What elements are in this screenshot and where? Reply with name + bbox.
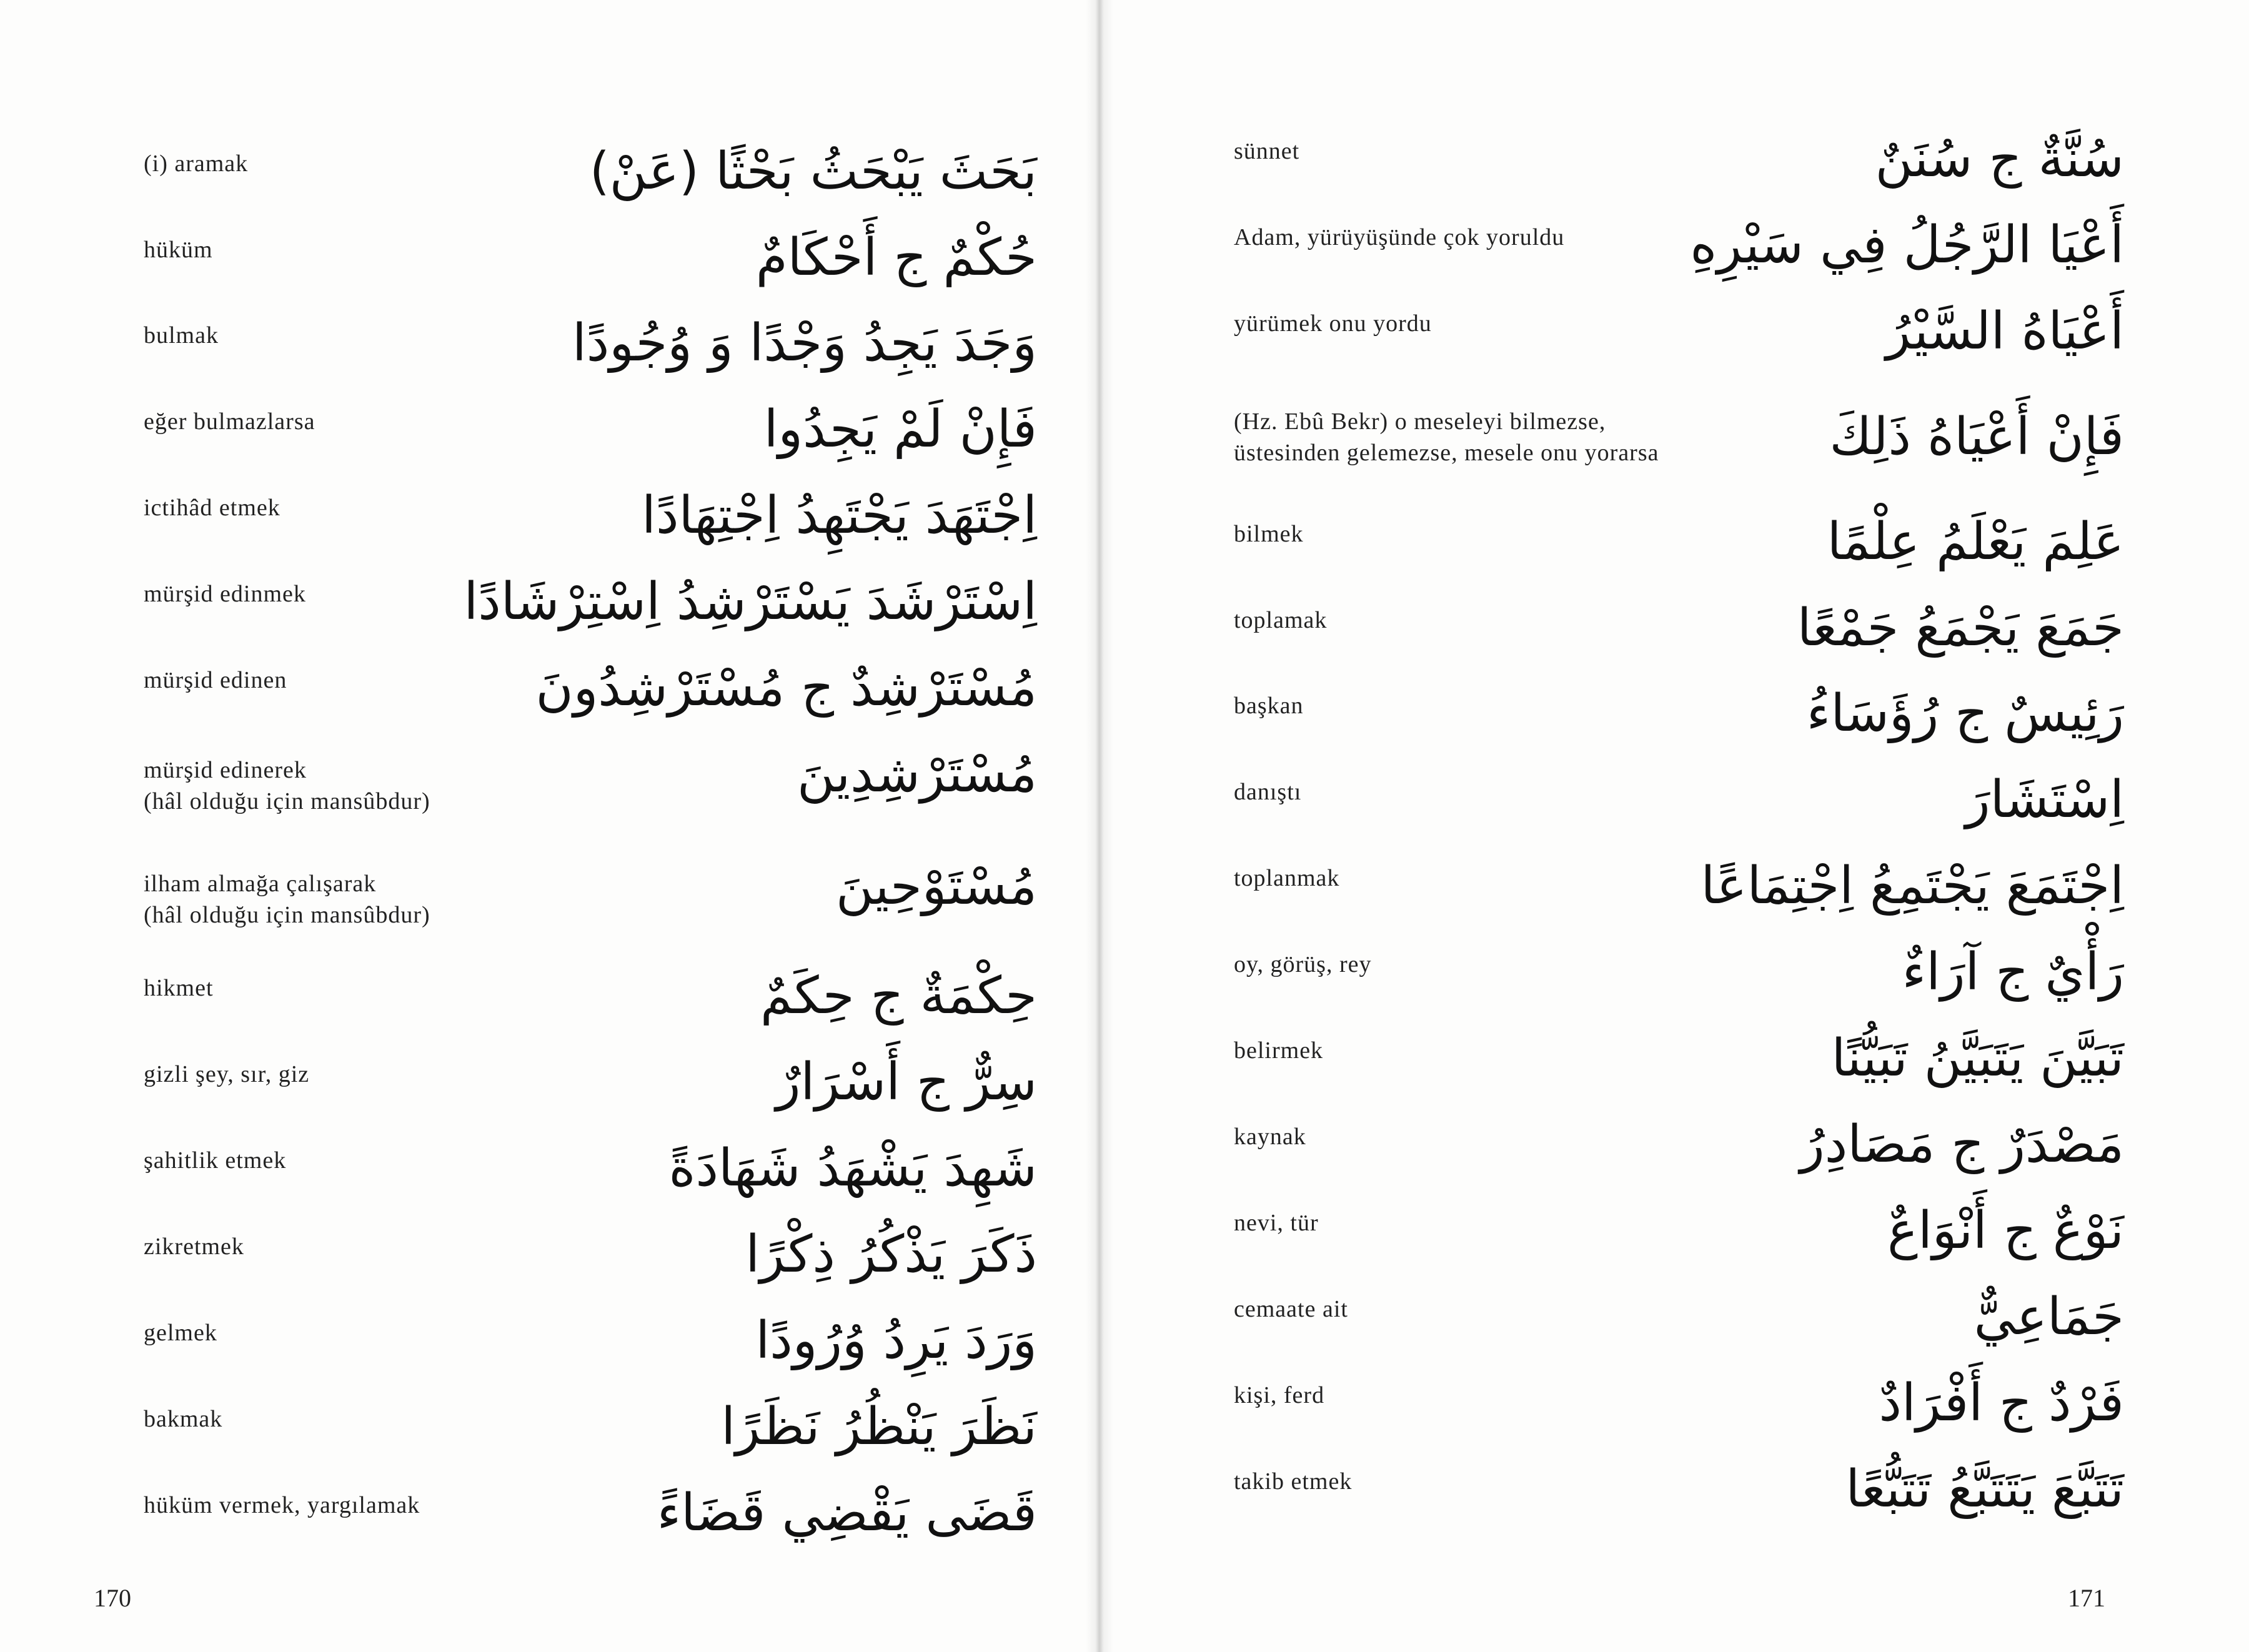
left-page: [0, 0, 1100, 1652]
turkish-gloss: eğer bulmazlarsa: [144, 408, 315, 435]
vocab-entry: [1100, 849, 2249, 924]
turkish-gloss: gizli şey, sır, giz: [144, 1061, 310, 1087]
arabic-term: سُنَّةٌ ج سُنَنٌ: [1875, 129, 2124, 189]
turkish-gloss: yürümek onu yordu: [1234, 310, 1432, 337]
vocab-entry: [1100, 935, 2249, 1010]
arabic-term: تَتَبَّعَ يَتَتَبَّعُ تَتَبُّعًا: [1845, 1460, 2124, 1519]
vocab-entry: [0, 1476, 1100, 1551]
turkish-gloss-line: ilham almağa çalışarak: [144, 871, 377, 897]
arabic-term: اِسْتَشَارَ: [1965, 770, 2124, 829]
turkish-gloss: nevi, tür: [1234, 1210, 1319, 1236]
arabic-term: وَرَدَ يَرِدُ وُرُودًا: [755, 1311, 1037, 1370]
turkish-gloss: [144, 754, 430, 817]
turkish-gloss: cemaate ait: [1234, 1296, 1348, 1322]
arabic-term: بَحَثَ يَبْحَثُ بَحْثًا (عَنْ): [589, 142, 1037, 201]
vocab-entry: [0, 306, 1100, 381]
turkish-gloss: danıştı: [1234, 779, 1302, 805]
vocab-entry: [0, 220, 1100, 295]
vocab-entry: [1100, 294, 2249, 369]
turkish-gloss: toplanmak: [1234, 865, 1340, 891]
arabic-term: رَأْيٌ ج آرَاءٌ: [1902, 942, 2124, 1002]
vocab-entry: [1100, 1021, 2249, 1096]
turkish-gloss: bilmek: [1234, 521, 1304, 547]
turkish-gloss: [144, 868, 430, 931]
vocab-entry: [1100, 505, 2249, 580]
arabic-term: ذَكَرَ يَذْكُرُ ذِكْرًا: [745, 1225, 1037, 1284]
turkish-gloss: belirmek: [1234, 1037, 1324, 1064]
vocab-entry: [1100, 676, 2249, 751]
arabic-term: مُسْتَوْحِينَ: [835, 857, 1037, 916]
arabic-term: نَوْعٌ ج أَنْوَاعٌ: [1887, 1201, 2124, 1260]
turkish-gloss: toplamak: [1234, 607, 1328, 633]
turkish-gloss: bulmak: [144, 322, 219, 349]
turkish-gloss-note: (hâl olduğu için mansûbdur): [144, 788, 430, 814]
turkish-gloss: kişi, ferd: [1234, 1382, 1325, 1408]
arabic-term: عَلِمَ يَعْلَمُ عِلْمًا: [1827, 512, 2124, 571]
vocab-entry: [0, 478, 1100, 553]
arabic-term: أَعْيَا الرَّجُلُ فِي سَيْرِهِ: [1690, 215, 2124, 275]
arabic-term: مَصْدَرٌ ج مَصَادِرُ: [1800, 1115, 2124, 1174]
arabic-term: رَئِيسٌ ج رُؤَسَاءُ: [1806, 684, 2124, 743]
vocab-entry: [0, 737, 1100, 812]
arabic-term: حِكْمَةٌ ج حِكَمٌ: [760, 966, 1037, 1026]
arabic-term: فَإِنْ أَعْيَاهُ ذَلِكَ: [1829, 407, 2124, 467]
turkish-gloss-note: üstesinden gelemezse, mesele onu yorarsa: [1234, 440, 1659, 466]
turkish-gloss: hüküm: [144, 237, 213, 263]
vocab-entry: [1100, 400, 2249, 475]
vocab-entry: [0, 565, 1100, 640]
arabic-term: مُسْتَرْشِدِينَ: [797, 744, 1037, 804]
arabic-term: حُكْمٌ ج أَحْكَامٌ: [755, 228, 1037, 287]
book-gutter: [1086, 0, 1113, 1652]
vocab-entry: [0, 959, 1100, 1034]
turkish-gloss: gelmek: [144, 1320, 217, 1346]
vocab-entry: [0, 651, 1100, 726]
vocab-entry: [1100, 763, 2249, 838]
arabic-term: شَهِدَ يَشْهَدُ شَهَادَةً: [668, 1139, 1037, 1198]
vocab-entry: [0, 1045, 1100, 1120]
turkish-gloss: zikretmek: [144, 1234, 244, 1260]
turkish-gloss: mürşid edinen: [144, 667, 287, 693]
vocab-entry: [1100, 1280, 2249, 1355]
arabic-term: جَمَعَ يَجْمَعُ جَمْعًا: [1797, 598, 2124, 658]
arabic-term: جَمَاعِيٌّ: [1973, 1287, 2124, 1347]
page-number: 170: [94, 1584, 131, 1612]
turkish-gloss: başkan: [1234, 693, 1304, 719]
vocab-entry: [1100, 1366, 2249, 1441]
arabic-term: وَجَدَ يَجِدُ وَجْدًا وَ وُجُودًا: [572, 314, 1037, 373]
arabic-term: قَضَى يَقْضِي قَضَاءً: [657, 1483, 1037, 1543]
arabic-term: أَعْيَاهُ السَّيْرُ: [1885, 302, 2124, 361]
turkish-gloss: hüküm vermek, yargılamak: [144, 1492, 420, 1518]
vocab-entry: [0, 1217, 1100, 1292]
turkish-gloss-line: (Hz. Ebû Bekr) o meseleyi bilmezse,: [1234, 408, 1606, 435]
vocab-entry: [1100, 1107, 2249, 1182]
right-page: [1100, 0, 2249, 1652]
turkish-gloss-note: (hâl olduğu için mansûbdur): [144, 902, 430, 928]
turkish-gloss-line: mürşid edinerek: [144, 757, 307, 783]
arabic-term: تَبَيَّنَ يَتَبَيَّنُ تَبَيُّنًا: [1831, 1029, 2124, 1088]
turkish-gloss: ictihâd etmek: [144, 495, 281, 521]
vocab-entry: [0, 1390, 1100, 1465]
vocab-entry: [0, 392, 1100, 467]
arabic-term: فَإِنْ لَمْ يَجِدُوا: [763, 400, 1037, 459]
vocab-entry: [1100, 1194, 2249, 1269]
turkish-gloss: kaynak: [1234, 1124, 1306, 1150]
turkish-gloss: Adam, yürüyüşünde çok yoruldu: [1234, 224, 1565, 250]
arabic-term: اِجْتَهَدَ يَجْتَهِدُ اِجْتِهَادًا: [642, 486, 1037, 545]
arabic-term: اِجْتَمَعَ يَجْتَمِعُ اِجْتِمَاعًا: [1700, 856, 2124, 916]
vocab-entry: [1100, 208, 2249, 283]
arabic-term: اِسْتَرْشَدَ يَسْتَرْشِدُ اِسْتِرْشَادًا: [464, 572, 1037, 631]
turkish-gloss: takib etmek: [1234, 1468, 1353, 1495]
vocab-entry: [1100, 122, 2249, 197]
turkish-gloss: oy, görüş, rey: [1234, 951, 1372, 977]
arabic-term: نَظَرَ يَنْظُرُ نَظَرًا: [721, 1397, 1037, 1457]
arabic-term: سِرٌّ ج أَسْرَارٌ: [775, 1052, 1037, 1112]
vocab-entry: [0, 134, 1100, 209]
arabic-term: مُسْتَرْشِدٌ ج مُسْتَرْشِدُونَ: [535, 658, 1037, 718]
turkish-gloss: bakmak: [144, 1406, 223, 1432]
vocab-entry: [1100, 591, 2249, 666]
turkish-gloss: hikmet: [144, 975, 214, 1001]
page-number: 171: [2068, 1584, 2105, 1612]
arabic-term: فَرْدٌ ج أَفْرَادٌ: [1879, 1373, 2124, 1433]
turkish-gloss: şahitlik etmek: [144, 1147, 287, 1174]
turkish-gloss: sünnet: [1234, 138, 1300, 164]
turkish-gloss: (i) aramak: [144, 151, 249, 177]
vocab-entry: [1100, 1452, 2249, 1527]
turkish-gloss: mürşid edinmek: [144, 581, 306, 607]
vocab-entry: [0, 849, 1100, 928]
vocab-entry: [0, 1303, 1100, 1378]
vocab-entry: [0, 1131, 1100, 1206]
